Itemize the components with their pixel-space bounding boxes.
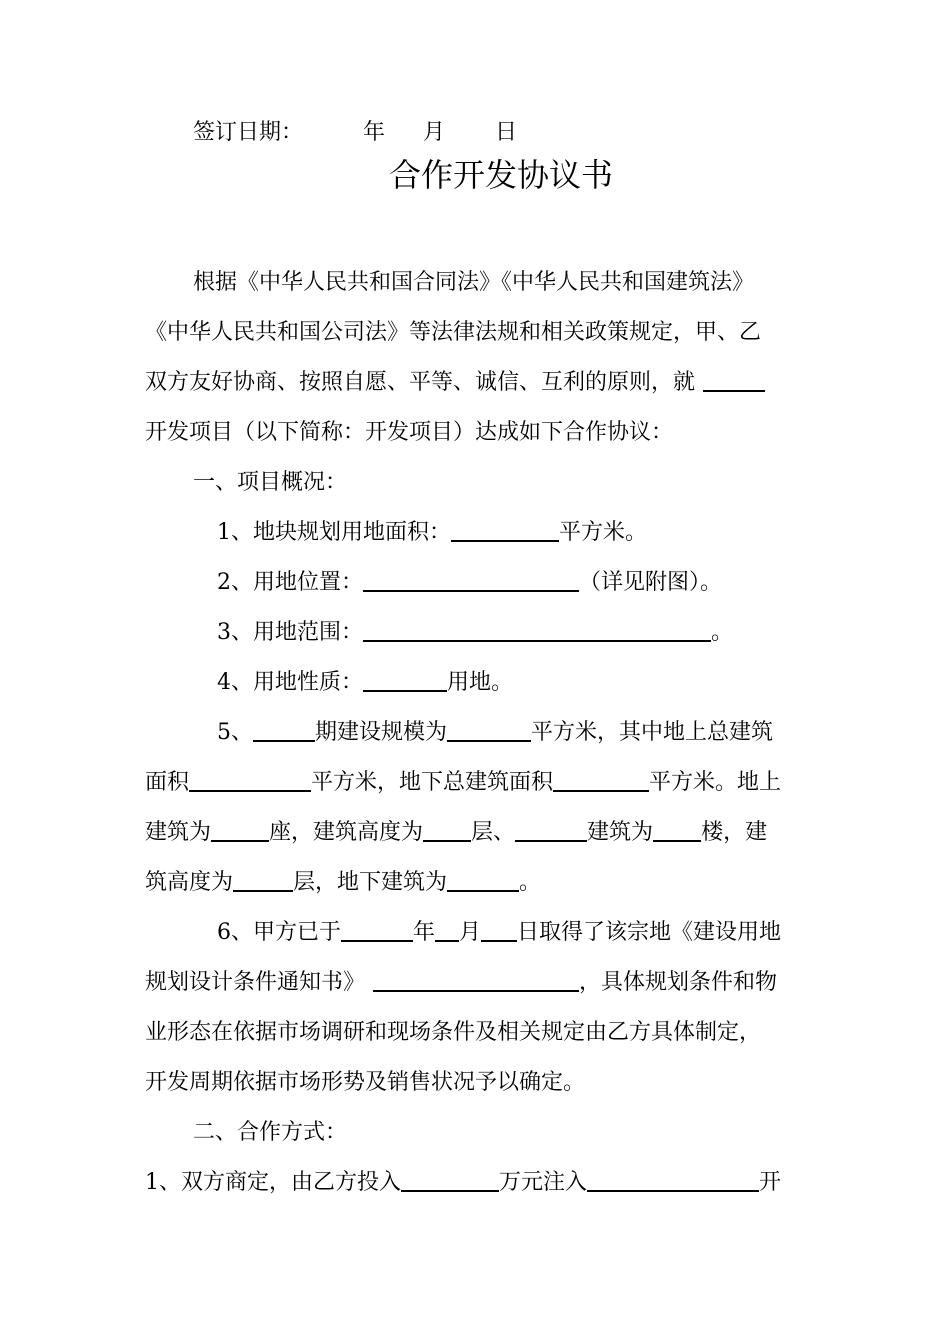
building-type-blank[interactable] — [515, 818, 587, 842]
item-1-suffix: 平方米。 — [559, 520, 648, 545]
item-6-l1-d: 日取得了该宗地《建设用地 — [517, 920, 782, 945]
item-5-l3-a: 建筑为 — [145, 820, 212, 845]
item-6-line-3: 业形态在依据市场调研和现场条件及相关规定由乙方具体制定， — [145, 1020, 762, 1045]
item-1-land-area — [217, 518, 647, 548]
item-5-l4-a: 筑高度为 — [145, 870, 234, 895]
obtain-month-blank[interactable] — [435, 918, 459, 942]
preamble-line-3-text: 双方友好协商、按照自愿、平等、诚信、互利的原则，就 — [145, 370, 696, 395]
item-5-l4-b: 层，地下建筑为 — [293, 870, 448, 895]
item-5-l1-c: 平方米，其中地上总建筑 — [531, 720, 774, 745]
investment-amount-blank[interactable] — [401, 1168, 499, 1192]
item-6-line-1 — [217, 918, 781, 948]
document-title: 合作开发协议书 — [389, 156, 614, 194]
item-5-line-2 — [145, 768, 781, 798]
item-6-line-4: 开发周期依据市场形势及销售状况予以确定。 — [145, 1070, 586, 1095]
land-area-blank[interactable] — [451, 518, 559, 542]
item-3-suffix: 。 — [711, 620, 734, 645]
item-6-l1-a: 6、甲方已于 — [217, 920, 341, 945]
location-blank[interactable] — [363, 568, 579, 592]
item-2-prefix: 2、用地位置： — [217, 570, 363, 595]
s2-item-1-a: 1、双方商定，由乙方投入 — [145, 1170, 401, 1195]
underground-building-blank[interactable] — [447, 868, 519, 892]
signing-year: 年 — [363, 120, 386, 145]
s2-item-1-b: 万元注入 — [499, 1170, 588, 1195]
item-4-land-use — [217, 668, 513, 698]
item-5-l3-c: 层、 — [471, 820, 516, 845]
signing-day: 日 — [495, 120, 518, 145]
section-2-item-1 — [145, 1168, 781, 1198]
inject-target-blank[interactable] — [587, 1168, 759, 1192]
item-2-suffix: （详见附图）。 — [579, 570, 723, 595]
item-5-l1-a: 5、 — [217, 720, 253, 745]
obtain-year-blank[interactable] — [341, 918, 413, 942]
item-6-l2-a: 规划设计条件通知书》 — [145, 970, 366, 995]
building-height-2-blank[interactable] — [233, 868, 293, 892]
item-4-suffix: 用地。 — [447, 670, 514, 695]
item-5-l3-b: 座，建筑高度为 — [269, 820, 424, 845]
item-5-l3-d: 建筑为 — [587, 820, 654, 845]
item-5-l2-c: 平方米。地上 — [649, 770, 782, 795]
item-5-l3-e: 楼，建 — [701, 820, 768, 845]
above-ground-area-blank[interactable] — [189, 768, 311, 792]
signing-month: 月 — [423, 120, 446, 145]
section-2-heading: 二、合作方式： — [193, 1120, 348, 1145]
item-1-prefix: 1、地块规划用地面积： — [217, 520, 451, 545]
project-name-blank[interactable] — [703, 368, 765, 392]
s2-item-1-c: 开 — [759, 1170, 782, 1195]
item-5-l2-a: 面积 — [145, 770, 190, 795]
item-5-l1-b: 期建设规模为 — [315, 720, 448, 745]
underground-area-blank[interactable] — [553, 768, 649, 792]
item-3-range — [217, 618, 733, 648]
preamble-line-1: 根据《中华人民共和国合同法》《中华人民共和国建筑法》 — [193, 270, 755, 295]
scale-area-blank[interactable] — [447, 718, 531, 742]
section-1-heading: 一、项目概况： — [193, 470, 348, 495]
item-6-l1-c: 月 — [459, 920, 482, 945]
obtain-day-blank[interactable] — [481, 918, 517, 942]
preamble-line-4: 开发项目（以下简称：开发项目）达成如下合作协议： — [145, 420, 674, 445]
building-height-blank[interactable] — [423, 818, 471, 842]
phase-blank[interactable] — [253, 718, 315, 742]
item-6-l1-b: 年 — [413, 920, 436, 945]
item-3-prefix: 3、用地范围： — [217, 620, 363, 645]
item-5-line-4 — [145, 868, 541, 898]
preamble-line-3 — [145, 368, 765, 398]
item-6-l2-b: ，具体规划条件和物 — [579, 970, 778, 995]
signing-date-label: 签订日期： — [193, 120, 304, 145]
item-5-line-3 — [145, 818, 767, 848]
preamble-line-2: 《中华人民共和国公司法》等法律法规和相关政策规定，甲、乙 — [145, 320, 762, 345]
range-blank[interactable] — [363, 618, 711, 642]
land-use-blank[interactable] — [363, 668, 447, 692]
item-2-location — [217, 568, 722, 598]
building-count-2-blank[interactable] — [653, 818, 701, 842]
item-6-line-2 — [145, 968, 777, 998]
signing-date-line — [193, 118, 517, 148]
item-4-prefix: 4、用地性质： — [217, 670, 363, 695]
notice-number-blank[interactable] — [373, 968, 579, 992]
building-count-blank[interactable] — [211, 818, 269, 842]
item-5-l4-c: 。 — [519, 870, 542, 895]
item-5-line-1 — [217, 718, 773, 748]
item-5-l2-b: 平方米，地下总建筑面积 — [311, 770, 554, 795]
